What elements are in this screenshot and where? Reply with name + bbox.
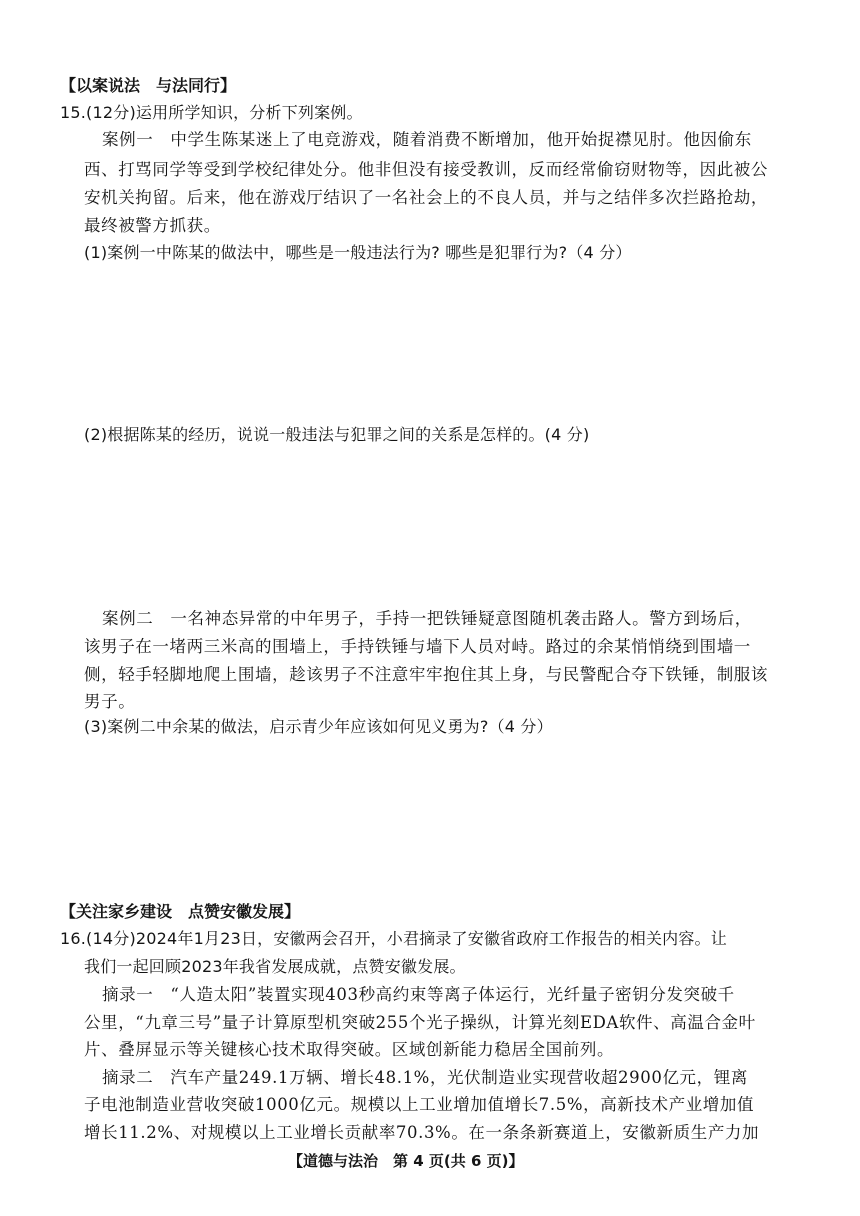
- section-heading-2: 【关注家乡建设 点赞安徽发展】: [60, 902, 301, 921]
- case2-line: 案例二 一名神态异常的中年男子，手持一把铁锤疑意图随机袭击路人。警方到场后，: [102, 609, 752, 628]
- case1-line: 案例一 中学生陈某迷上了电竞游戏，随着消费不断增加，他开始捉襟见肘。他因偷东: [102, 130, 752, 149]
- excerpt2-line: 子电池制造业营收突破1000亿元。规模以上工业增加值增长7.5%，高新技术产业增加值: [84, 1095, 755, 1114]
- subquestion-2: (2)根据陈某的经历，说说一般违法与犯罪之间的关系是怎样的。(4 分): [84, 425, 590, 444]
- question-15-stem: 15.(12分)运用所学知识，分析下列案例。: [60, 103, 363, 122]
- case2-line: 该男子在一堵两三米高的围墙上，手持铁锤与墙下人员对峙。路过的余某悄悄绕到围墙一: [84, 637, 751, 656]
- case1-line: 西、打骂同学等受到学校纪律处分。他非但没有接受教训，反而经常偷窃财物等，因此被公: [84, 160, 768, 179]
- question-16-stem: 16.(14分)2024年1月23日，安徽两会召开，小君摘录了安徽省政府工作报告的相关内容。让: [60, 929, 727, 948]
- excerpt1-line: 摘录一 “人造太阳”装置实现403秒高约束等离子体运行，光纤量子密钥分发突破千: [102, 985, 735, 1004]
- case2-line: 男子。: [84, 692, 136, 711]
- case1-line: 安机关拘留。后来，他在游戏厅结识了一名社会上的不良人员，并与之结伴多次拦路抢劫，: [84, 188, 768, 207]
- case2-line: 侧，轻手轻脚地爬上围墙，趁该男子不注意牢牢抱住其上身，与民警配合夺下铁锤，制服该: [84, 665, 768, 684]
- excerpt2-line: 增长11.2%、对规模以上工业增长贡献率70.3%。在一条条新赛道上，安徽新质生产力加: [84, 1123, 760, 1142]
- subquestion-3: (3)案例二中余某的做法，启示青少年应该如何见义勇为?（4 分）: [84, 717, 553, 736]
- excerpt1-line: 片、叠屏显示等关键核心技术取得突破。区域创新能力稳居全国前列。: [84, 1040, 615, 1059]
- question-16-stem: 我们一起回顾2023年我省发展成就，点赞安徽发展。: [84, 957, 466, 976]
- page-footer: 【道德与法治 第 4 页(共 6 页)】: [288, 1152, 524, 1170]
- subquestion-1: (1)案例一中陈某的做法中，哪些是一般违法行为? 哪些是犯罪行为?（4 分）: [84, 243, 632, 262]
- excerpt2-line: 摘录二 汽车产量249.1万辆、增长48.1%，光伏制造业实现营收超2900亿元，锂离: [102, 1068, 748, 1087]
- excerpt1-line: 公里，“九章三号”量子计算原型机突破255个光子操纵，计算光刻EDA软件、高温合金叶: [84, 1013, 756, 1032]
- case1-line: 最终被警方抓获。: [84, 216, 221, 235]
- section-heading-1: 【以案说法 与法同行】: [60, 76, 237, 95]
